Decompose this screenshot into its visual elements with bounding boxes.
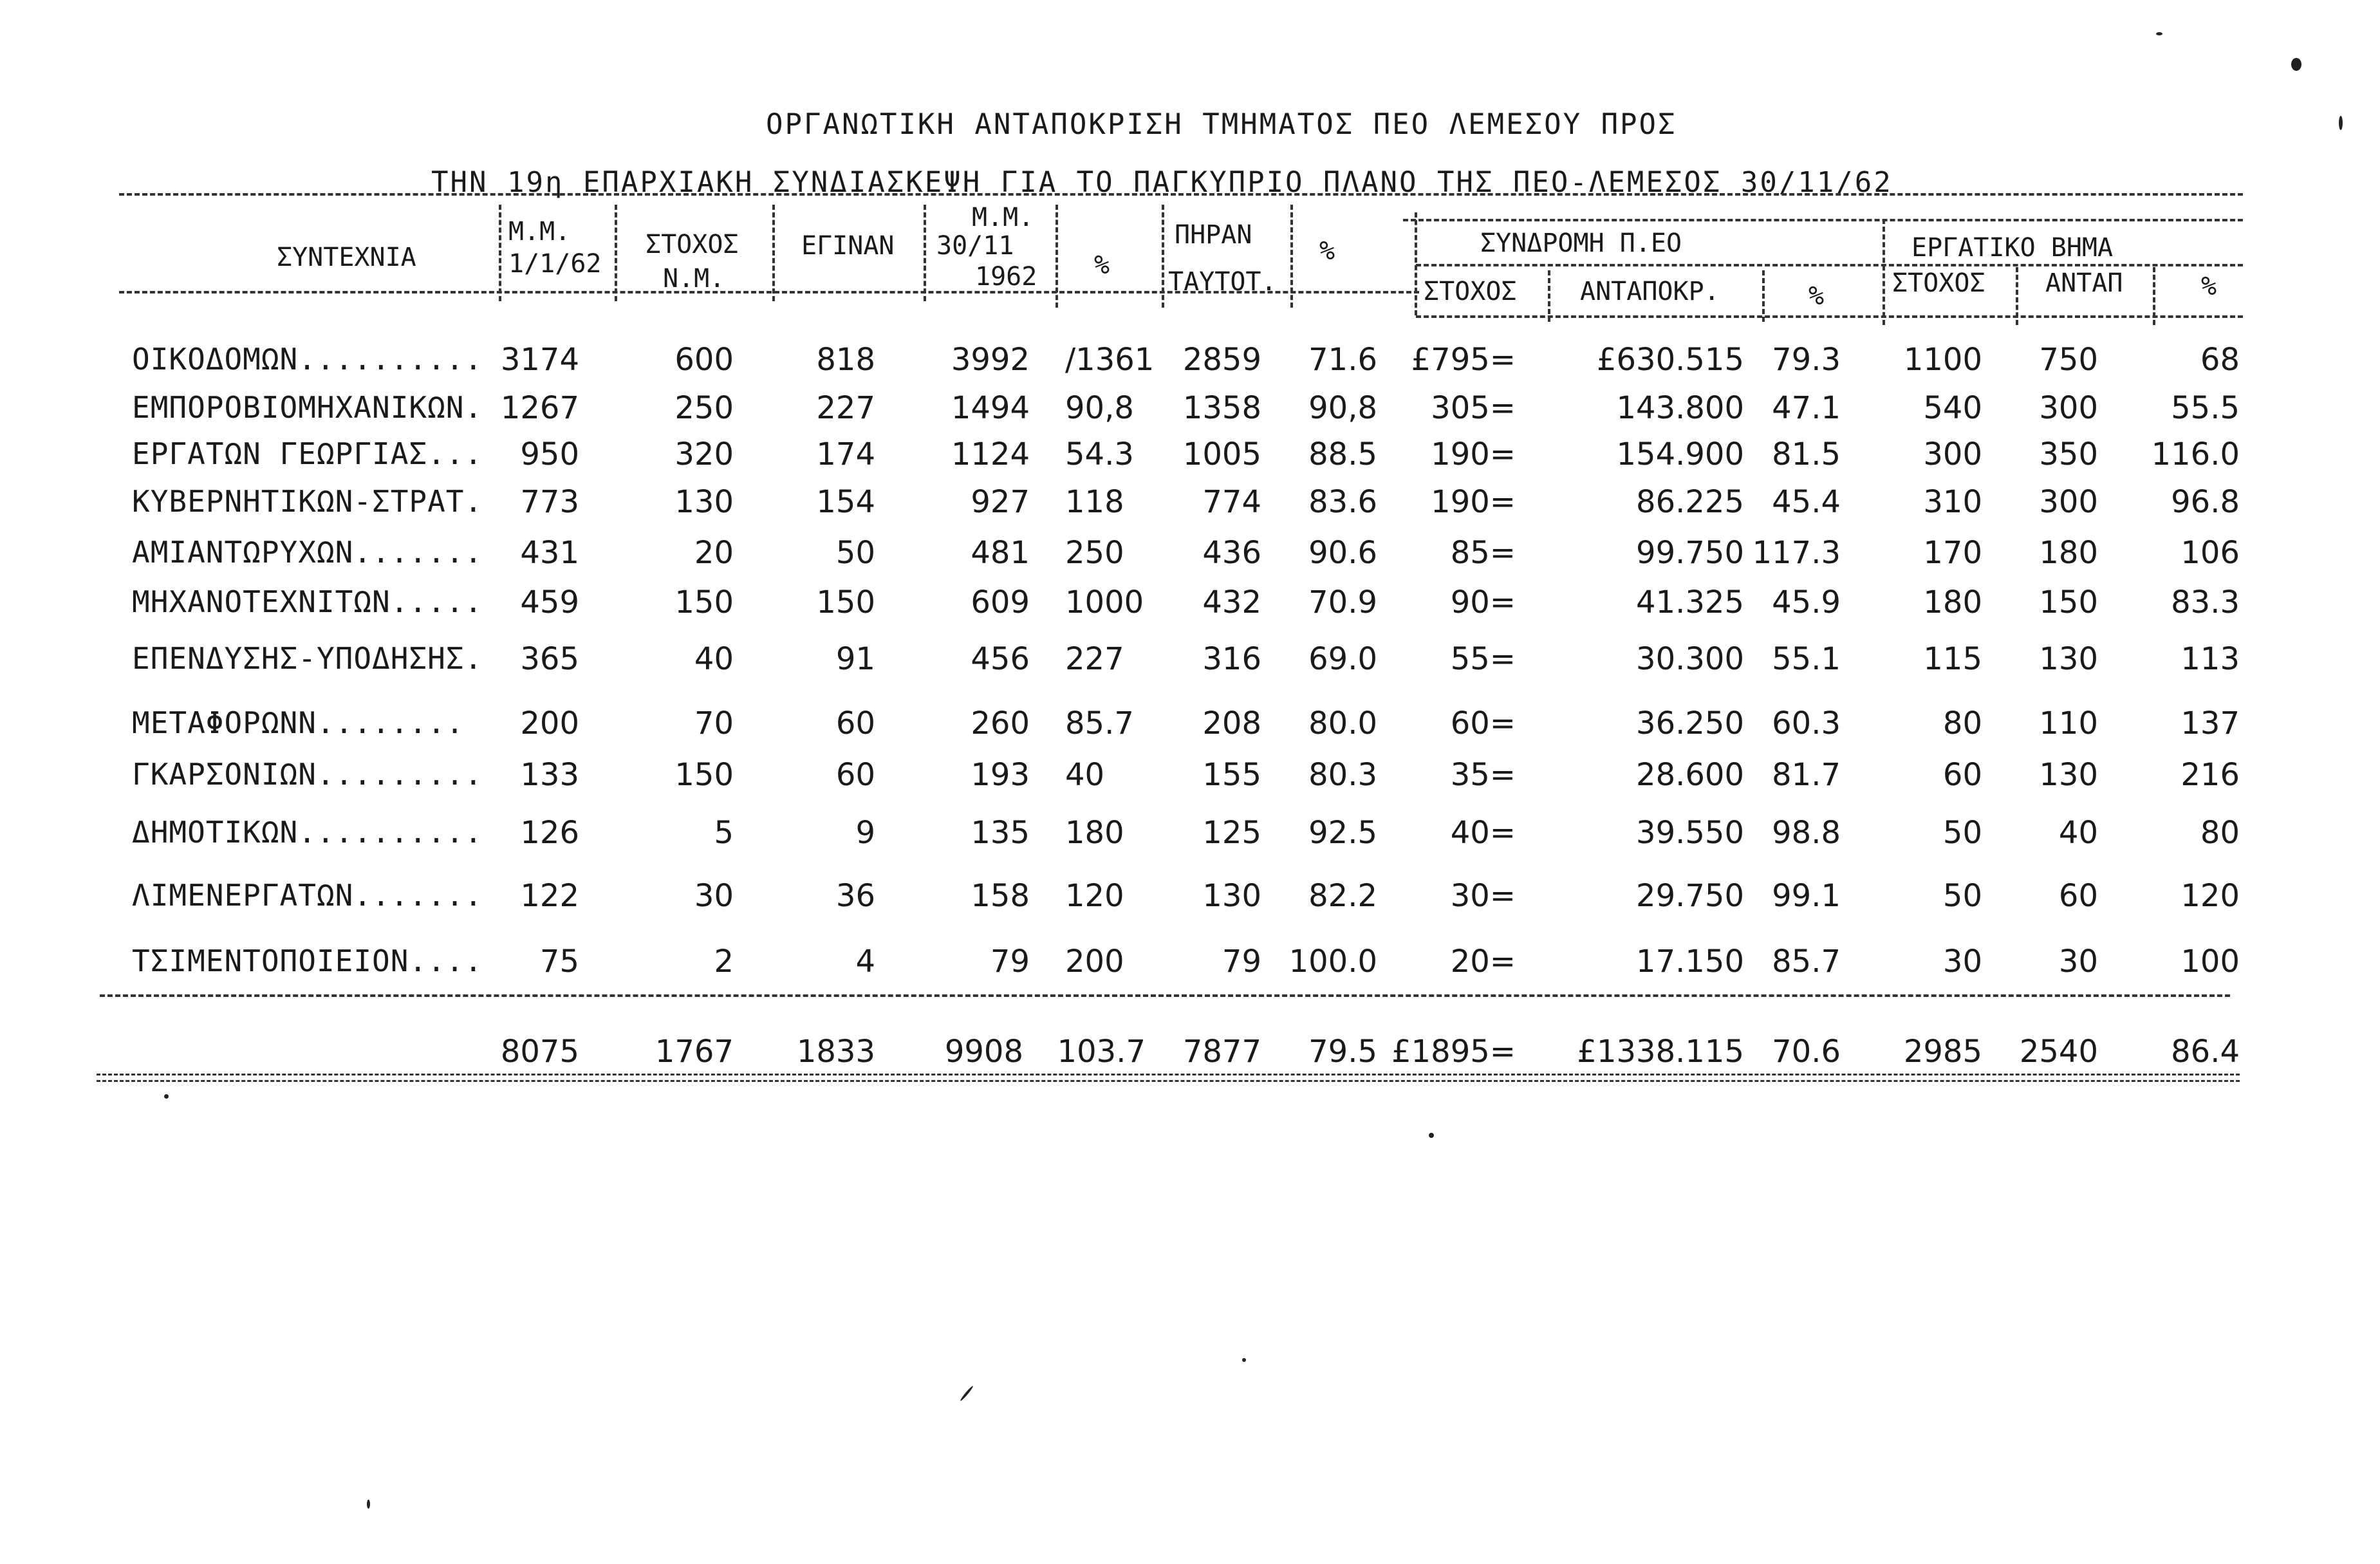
cell-pct: 85.7 <box>1065 705 1134 741</box>
cell-eginan: 91 <box>835 641 875 677</box>
cell-pct2: 69.0 <box>1308 641 1377 677</box>
header-syn-stoxos: ΣΤΟΧΟΣ <box>1424 277 1517 306</box>
cell-name: ΔΗΜΟΤΙΚΩΝ.......... <box>132 815 483 850</box>
cell-v-antap: 300 <box>2039 484 2098 520</box>
cell-v-stoxos: 115 <box>1923 641 1982 677</box>
totals-double-rule <box>97 1074 2240 1082</box>
total-vima-pct: 86.4 <box>2171 1034 2240 1070</box>
cell-v-stoxos: 170 <box>1923 535 1982 571</box>
cell-syn-stoxos: 40= <box>1450 815 1516 851</box>
cell-peran: 432 <box>1202 584 1261 620</box>
scan-speck <box>2291 58 2301 71</box>
header-eginan: ΕΓΙΝΑΝ <box>801 231 895 261</box>
cell-eginan: 150 <box>816 584 875 620</box>
cell-v-pct: 113 <box>2180 641 2240 677</box>
cell-syn-stoxos: 55= <box>1450 641 1516 677</box>
cell-syn-antap: 86.225 <box>1636 484 1744 520</box>
cell-name: ΕΡΓΑΤΩΝ ΓΕΩΡΓΙΑΣ... <box>132 436 483 471</box>
cell-pct: 90,8 <box>1065 390 1134 426</box>
scan-speck <box>2156 32 2162 35</box>
header-pct1: % <box>1094 250 1110 280</box>
cell-pct: 118 <box>1065 484 1124 520</box>
col-sep-6 <box>1162 205 1164 308</box>
cell-syn-pct: 45.9 <box>1772 584 1841 620</box>
cell-syn-stoxos: 35= <box>1450 757 1516 793</box>
cell-mm: 122 <box>520 878 579 914</box>
cell-name: ΑΜΙΑΝΤΩΡΥΧΩΝ....... <box>132 535 483 570</box>
cell-peran: 79 <box>1222 944 1261 980</box>
total-stoxos: 1767 <box>655 1034 734 1070</box>
cell-pct: 250 <box>1065 535 1124 571</box>
cell-v-antap: 750 <box>2039 342 2098 378</box>
cell-v-antap: 300 <box>2039 390 2098 426</box>
cell-syn-pct: 81.5 <box>1772 436 1841 472</box>
cell-pct: /1361 <box>1065 342 1155 378</box>
cell-mm: 1267 <box>500 390 579 426</box>
col-sep-7 <box>1290 205 1293 308</box>
header-vima-antap: ΑΝΤΑΠ <box>2045 268 2123 298</box>
cell-v-pct: 83.3 <box>2171 584 2240 620</box>
cell-name: ΛΙΜΕΝΕΡΓΑΤΩΝ....... <box>132 878 483 913</box>
cell-stoxos: 320 <box>674 436 734 472</box>
total-syn-pct: 70.6 <box>1772 1034 1841 1070</box>
header-bottom-rule-right <box>1416 315 2243 318</box>
cell-pct: 40 <box>1065 757 1105 793</box>
cell-eginan: 36 <box>835 878 875 914</box>
cell-v-antap: 60 <box>2058 878 2098 914</box>
cell-mm: 431 <box>520 535 579 571</box>
cell-syn-stoxos: £795= <box>1411 342 1516 378</box>
cell-v-pct: 216 <box>2180 757 2240 793</box>
cell-syn-stoxos: 60= <box>1450 705 1516 741</box>
cell-v-pct: 68 <box>2200 342 2240 378</box>
header-sub-rule <box>1416 264 2243 266</box>
scan-speck <box>2339 116 2343 130</box>
cell-mm: 200 <box>520 705 579 741</box>
cell-v-antap: 130 <box>2039 757 2098 793</box>
header-mm30-year: 1962 <box>975 262 1037 292</box>
header-syn-antap: ΑΝΤΑΠΟΚΡ. <box>1580 277 1720 306</box>
cell-v-stoxos: 50 <box>1942 878 1982 914</box>
cell-name: ΕΜΠΟΡΟΒΙΟΜΗΧΑΝΙΚΩΝ. <box>132 390 483 425</box>
cell-peran: 774 <box>1202 484 1261 520</box>
cell-syn-pct: 81.7 <box>1772 757 1841 793</box>
cell-v-stoxos: 310 <box>1923 484 1982 520</box>
cell-peran: 1358 <box>1182 390 1261 426</box>
cell-mm30: 3992 <box>951 342 1030 378</box>
cell-pct: 227 <box>1065 641 1124 677</box>
cell-v-pct: 80 <box>2200 815 2240 851</box>
cell-eginan: 50 <box>835 535 875 571</box>
cell-stoxos: 2 <box>714 944 734 980</box>
header-top-rule <box>119 193 2243 196</box>
cell-pct2: 100.0 <box>1288 944 1377 980</box>
cell-syn-antap: 29.750 <box>1636 878 1744 914</box>
header-vima: ΕΡΓΑΤΙΚΟ ΒΗΜΑ <box>1911 233 2114 263</box>
col-sep-8 <box>1415 212 1417 315</box>
cell-stoxos: 130 <box>674 484 734 520</box>
cell-v-antap: 110 <box>2039 705 2098 741</box>
cell-v-pct: 106 <box>2180 535 2240 571</box>
cell-v-stoxos: 300 <box>1923 436 1982 472</box>
cell-pct: 54.3 <box>1065 436 1134 472</box>
cell-peran: 208 <box>1202 705 1261 741</box>
header-syndromi: ΣΥΝΔΡΟΜΗ Π.ΕΟ <box>1480 228 1682 258</box>
cell-stoxos: 250 <box>674 390 734 426</box>
cell-name: ΟΙΚΟΔΟΜΩΝ.......... <box>132 342 483 377</box>
cell-pct2: 82.2 <box>1308 878 1377 914</box>
cell-stoxos: 600 <box>674 342 734 378</box>
cell-v-antap: 130 <box>2039 641 2098 677</box>
cell-peran: 436 <box>1202 535 1261 571</box>
header-stoxos: ΣΤΟΧΟΣ <box>646 230 739 259</box>
cell-stoxos: 150 <box>674 584 734 620</box>
cell-v-stoxos: 30 <box>1942 944 1982 980</box>
scan-speck <box>1429 1133 1434 1138</box>
cell-mm: 365 <box>520 641 579 677</box>
col-sep-4 <box>924 205 926 301</box>
cell-peran: 316 <box>1202 641 1261 677</box>
cell-v-stoxos: 180 <box>1923 584 1982 620</box>
cell-pct2: 70.9 <box>1308 584 1377 620</box>
cell-syn-antap: 39.550 <box>1636 815 1744 851</box>
cell-syn-pct: 99.1 <box>1772 878 1841 914</box>
cell-name: ΕΠΕΝΔΥΣΗΣ-ΥΠΟΔΗΣΗΣ. <box>132 641 483 676</box>
cell-mm30: 456 <box>971 641 1030 677</box>
cell-mm30: 158 <box>971 878 1030 914</box>
header-syn-pct: % <box>1808 281 1825 311</box>
cell-syn-pct: 98.8 <box>1772 815 1841 851</box>
cell-mm: 773 <box>520 484 579 520</box>
cell-v-pct: 120 <box>2180 878 2240 914</box>
scan-speck <box>367 1500 370 1509</box>
cell-syn-stoxos: 305= <box>1431 390 1516 426</box>
header-mm30-date: 30/11 <box>936 231 1014 261</box>
cell-mm30: 609 <box>971 584 1030 620</box>
col-sep-13 <box>2153 267 2155 325</box>
cell-v-pct: 96.8 <box>2171 484 2240 520</box>
total-eginan: 1833 <box>796 1034 875 1070</box>
scan-speck <box>164 1094 169 1099</box>
cell-mm: 459 <box>520 584 579 620</box>
cell-syn-stoxos: 85= <box>1450 535 1516 571</box>
header-peran: ΠΗΡΑΝ <box>1175 220 1252 250</box>
cell-eginan: 60 <box>835 757 875 793</box>
cell-stoxos: 40 <box>694 641 734 677</box>
header-top-rule-right <box>1403 219 2243 221</box>
document-title-line2: ΤΗΝ 19η ΕΠΑΡΧΙΑΚΗ ΣΥΝΔΙΑΣΚΕΨΗ ΓΙΑ ΤΟ ΠΑΓΚΥΠΡΙΟ ΠΛΑΝΟ ΤΗΣ ΠΕΟ-ΛΕΜΕΣΟΣ 30/11/62 <box>431 166 1893 199</box>
cell-pct2: 80.3 <box>1308 757 1377 793</box>
cell-v-antap: 350 <box>2039 436 2098 472</box>
cell-syn-pct: 60.3 <box>1772 705 1841 741</box>
header-stoxos-nm: Ν.Μ. <box>663 264 725 293</box>
cell-syn-pct: 55.1 <box>1772 641 1841 677</box>
cell-pct: 1000 <box>1065 584 1144 620</box>
cell-v-pct: 116.0 <box>2151 436 2240 472</box>
total-mm: 8075 <box>500 1034 579 1070</box>
cell-syn-stoxos: 90= <box>1450 584 1516 620</box>
cell-pct2: 90.6 <box>1308 535 1377 571</box>
cell-pct2: 71.6 <box>1308 342 1377 378</box>
cell-syn-antap: 99.750 <box>1636 535 1744 571</box>
cell-v-antap: 30 <box>2058 944 2098 980</box>
cell-mm30: 1494 <box>951 390 1030 426</box>
cell-syn-antap: 36.250 <box>1636 705 1744 741</box>
cell-syn-pct: 47.1 <box>1772 390 1841 426</box>
cell-pct2: 88.5 <box>1308 436 1377 472</box>
cell-mm: 133 <box>520 757 579 793</box>
col-sep-12 <box>2016 267 2018 325</box>
header-mm: Μ.Μ. <box>508 217 571 247</box>
cell-eginan: 174 <box>816 436 875 472</box>
cell-eginan: 4 <box>855 944 875 980</box>
total-pct2: 79.5 <box>1308 1034 1377 1070</box>
total-syn-stoxos: £1895= <box>1391 1034 1516 1070</box>
header-peran-taytot: ΤΑΥΤΟΤ. <box>1168 267 1277 297</box>
cell-v-antap: 150 <box>2039 584 2098 620</box>
cell-stoxos: 20 <box>694 535 734 571</box>
cell-peran: 155 <box>1202 757 1261 793</box>
total-pct: 103.7 <box>1057 1034 1146 1070</box>
cell-syn-stoxos: 190= <box>1431 484 1516 520</box>
cell-mm30: 79 <box>990 944 1030 980</box>
scan-speck <box>960 1385 974 1402</box>
header-vima-stoxos: ΣΤΟΧΟΣ <box>1892 268 1985 298</box>
cell-mm: 75 <box>539 944 579 980</box>
col-sep-1 <box>499 205 501 301</box>
body-bottom-rule <box>100 994 2230 997</box>
cell-v-stoxos: 1100 <box>1903 342 1982 378</box>
header-syntexnia: ΣΥΝΤΕΧΝΙΑ <box>277 243 416 272</box>
cell-pct2: 92.5 <box>1308 815 1377 851</box>
header-pct2: % <box>1319 236 1335 266</box>
cell-mm30: 260 <box>971 705 1030 741</box>
cell-v-pct: 137 <box>2180 705 2240 741</box>
cell-syn-stoxos: 190= <box>1431 436 1516 472</box>
cell-mm30: 1124 <box>951 436 1030 472</box>
cell-syn-stoxos: 30= <box>1450 878 1516 914</box>
cell-syn-stoxos: 20= <box>1450 944 1516 980</box>
col-sep-3 <box>772 205 775 301</box>
cell-syn-antap: 28.600 <box>1636 757 1744 793</box>
cell-v-antap: 180 <box>2039 535 2098 571</box>
total-peran: 7877 <box>1182 1034 1261 1070</box>
cell-eginan: 154 <box>816 484 875 520</box>
total-vima-antap: 2540 <box>2019 1034 2098 1070</box>
cell-stoxos: 70 <box>694 705 734 741</box>
cell-eginan: 60 <box>835 705 875 741</box>
col-sep-9 <box>1548 270 1550 322</box>
col-sep-2 <box>615 205 617 301</box>
cell-syn-pct: 79.3 <box>1772 342 1841 378</box>
cell-peran: 1005 <box>1182 436 1261 472</box>
header-mm-date: 1/1/62 <box>508 249 602 279</box>
header-vima-pct: % <box>2201 272 2217 301</box>
cell-mm: 3174 <box>500 342 579 378</box>
cell-mm: 950 <box>520 436 579 472</box>
cell-pct: 200 <box>1065 944 1124 980</box>
cell-pct2: 83.6 <box>1308 484 1377 520</box>
total-vima-stoxos: 2985 <box>1903 1034 1982 1070</box>
col-sep-11 <box>1883 219 1885 325</box>
cell-v-pct: 55.5 <box>2171 390 2240 426</box>
cell-mm30: 135 <box>971 815 1030 851</box>
document-title-line1: ΟΡΓΑΝΩΤΙΚΗ ΑΝΤΑΠΟΚΡΙΣΗ ΤΜΗΜΑΤΟΣ ΠΕΟ ΛΕΜΕΣΟΥ ΠΡΟΣ <box>766 108 1677 141</box>
cell-v-stoxos: 60 <box>1942 757 1982 793</box>
cell-syn-antap: 41.325 <box>1636 584 1744 620</box>
cell-v-antap: 40 <box>2058 815 2098 851</box>
cell-syn-pct: 45.4 <box>1772 484 1841 520</box>
cell-peran: 125 <box>1202 815 1261 851</box>
total-syn-antap: £1338.115 <box>1577 1034 1744 1070</box>
cell-name: ΜΕΤΑΦΟΡΩΝΝ........ <box>132 705 465 740</box>
cell-peran: 130 <box>1202 878 1261 914</box>
cell-pct: 120 <box>1065 878 1124 914</box>
cell-syn-antap: 17.150 <box>1636 944 1744 980</box>
cell-syn-antap: 154.900 <box>1616 436 1744 472</box>
cell-mm30: 927 <box>971 484 1030 520</box>
cell-stoxos: 5 <box>714 815 734 851</box>
cell-pct2: 80.0 <box>1308 705 1377 741</box>
header-mm30: Μ.Μ. <box>972 203 1034 232</box>
cell-stoxos: 30 <box>694 878 734 914</box>
cell-syn-antap: £630.515 <box>1596 342 1744 378</box>
col-sep-10 <box>1762 270 1765 322</box>
cell-eginan: 227 <box>816 390 875 426</box>
cell-name: ΜΗΧΑΝΟΤΕΧΝΙΤΩΝ..... <box>132 584 483 619</box>
cell-mm30: 481 <box>971 535 1030 571</box>
total-mm30: 9908 <box>944 1034 1023 1070</box>
cell-pct: 180 <box>1065 815 1124 851</box>
cell-name: ΓΚΑΡΣΟΝΙΩΝ......... <box>132 757 483 792</box>
cell-name: ΤΣΙΜΕΝΤΟΠΟΙΕΙΟΝ.... <box>132 944 483 978</box>
cell-pct2: 90,8 <box>1308 390 1377 426</box>
scan-speck <box>1242 1358 1246 1362</box>
cell-v-stoxos: 50 <box>1942 815 1982 851</box>
cell-eginan: 818 <box>816 342 875 378</box>
cell-name: ΚΥΒΕΡΝΗΤΙΚΩΝ-ΣΤΡΑΤ. <box>132 484 483 519</box>
cell-mm: 126 <box>520 815 579 851</box>
cell-syn-antap: 30.300 <box>1636 641 1744 677</box>
cell-v-pct: 100 <box>2180 944 2240 980</box>
cell-peran: 2859 <box>1182 342 1261 378</box>
cell-syn-pct: 85.7 <box>1772 944 1841 980</box>
col-sep-5 <box>1055 205 1058 308</box>
cell-syn-antap: 143.800 <box>1616 390 1744 426</box>
cell-v-stoxos: 540 <box>1923 390 1982 426</box>
cell-stoxos: 150 <box>674 757 734 793</box>
cell-eginan: 9 <box>855 815 875 851</box>
cell-mm30: 193 <box>971 757 1030 793</box>
cell-v-stoxos: 80 <box>1942 705 1982 741</box>
cell-syn-pct: 117.3 <box>1752 535 1841 571</box>
